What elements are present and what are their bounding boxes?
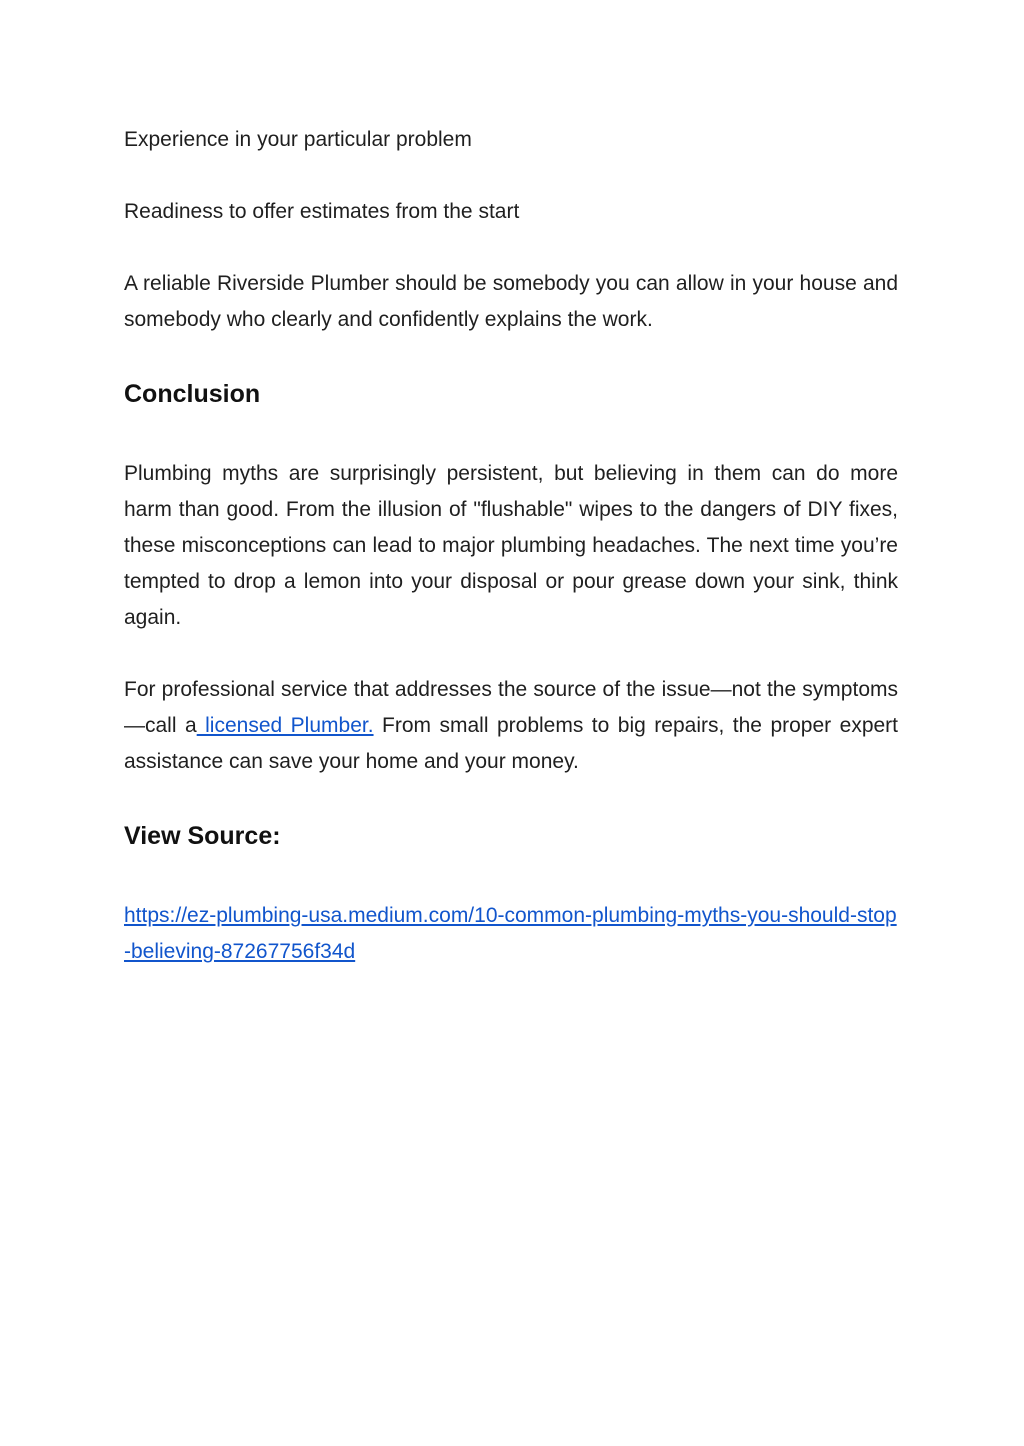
view-source-heading: View Source: (124, 822, 281, 850)
criteria-experience: Experience in your particular problem (124, 128, 472, 151)
licensed-plumber-link[interactable]: licensed Plumber. (196, 714, 374, 737)
conclusion-heading: Conclusion (124, 380, 261, 408)
reliable-plumber-paragraph: A reliable Riverside Plumber should be somebody you can allow in your house and somebody who clearly and confidently explains the work. (124, 272, 898, 331)
source-url-link[interactable]: https://ez-plumbing-usa.medium.com/10-common-plumbing-myths-you-should-stop-believing-87267756f34d (124, 904, 897, 963)
criteria-estimates: Readiness to offer estimates from the start (124, 200, 520, 223)
conclusion-paragraph: Plumbing myths are surprisingly persistent, but believing in them can do more harm than good. From the illusion of "flushable" wipes to the dangers of DIY fixes, these misconceptions can lead to major plumbing headaches. The next time you’re tempted to drop a lemon into your disposal or pour grease down your sink, think again. (124, 462, 898, 629)
document-page (124, 122, 898, 970)
service-paragraph-intro: For professional service that addresses the source of the issue—not the symptoms—call a (124, 678, 898, 737)
source-url-paragraph (124, 898, 898, 970)
service-paragraph (124, 672, 898, 780)
service-paragraph-outro: From small problems to big repairs, the proper expert assistance can save your home and your money. (124, 714, 898, 773)
